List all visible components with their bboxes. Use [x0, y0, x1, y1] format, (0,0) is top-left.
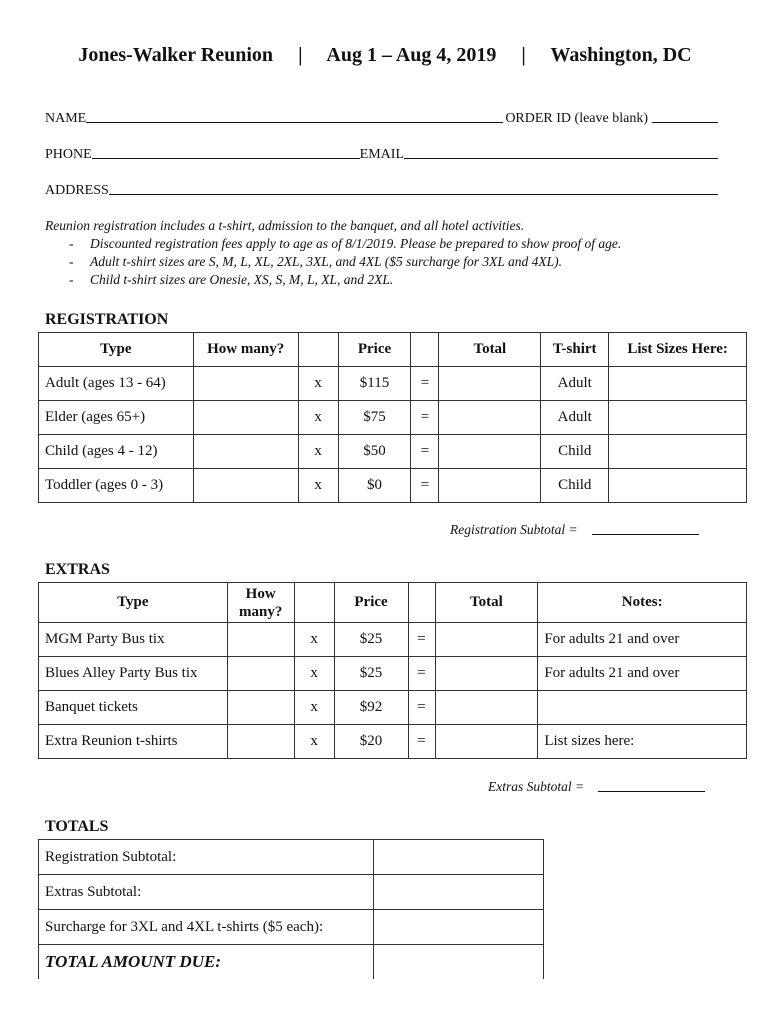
times-sign: x: [298, 469, 338, 503]
equals-sign: =: [411, 469, 439, 503]
quantity-cell[interactable]: [193, 367, 298, 401]
totals-table: [38, 839, 544, 979]
table-row: [39, 691, 747, 725]
row-price: $20: [334, 725, 408, 759]
col-spacer: [298, 333, 338, 367]
name-label: NAME: [45, 111, 87, 126]
times-sign: x: [298, 367, 338, 401]
totals-value-cell[interactable]: [374, 910, 544, 945]
email-label: EMAIL: [359, 147, 404, 162]
col-total: Total: [439, 333, 541, 367]
sizes-cell[interactable]: [609, 401, 747, 435]
total-cell[interactable]: [439, 469, 541, 503]
col-tshirt: T-shirt: [541, 333, 609, 367]
event-location: Washington, DC: [550, 44, 692, 66]
row-type: Toddler (ages 0 - 3): [39, 469, 194, 503]
times-sign: x: [294, 691, 334, 725]
row-price: $92: [334, 691, 408, 725]
equals-sign: =: [408, 691, 435, 725]
times-sign: x: [294, 657, 334, 691]
times-sign: x: [298, 435, 338, 469]
quantity-cell[interactable]: [227, 691, 294, 725]
phone-email-line: [45, 141, 718, 163]
col-total: Total: [435, 583, 538, 623]
totals-label: Extras Subtotal:: [39, 875, 374, 910]
total-cell[interactable]: [435, 725, 538, 759]
header-separator-2: |: [521, 44, 526, 66]
row-shirt: Adult: [541, 367, 609, 401]
col-how-many: How many?: [193, 333, 298, 367]
quantity-cell[interactable]: [193, 435, 298, 469]
row-notes[interactable]: [538, 691, 747, 725]
total-cell[interactable]: [435, 623, 538, 657]
row-shirt: Child: [541, 469, 609, 503]
row-price: $75: [338, 401, 411, 435]
phone-label: PHONE: [45, 147, 92, 162]
note-item: - Adult t-shirt sizes are S, M, L, XL, 2XL, 3XL, and 4XL ($5 surcharge for 3XL and 4XL).: [45, 253, 735, 271]
registration-subtotal-label: Registration Subtotal =: [450, 522, 578, 537]
registration-notes: [45, 217, 735, 289]
equals-sign: =: [411, 435, 439, 469]
table-row: [39, 367, 747, 401]
table-row: [39, 725, 747, 759]
registration-subtotal: [450, 522, 699, 538]
total-due-cell[interactable]: [374, 945, 544, 980]
total-cell[interactable]: [439, 367, 541, 401]
phone-field[interactable]: [92, 158, 360, 159]
extras-subtotal-label: Extras Subtotal =: [488, 779, 585, 794]
row-price: $50: [338, 435, 411, 469]
quantity-cell[interactable]: [193, 401, 298, 435]
col-spacer: [408, 583, 435, 623]
row-type: MGM Party Bus tix: [39, 623, 228, 657]
extras-table: [38, 582, 747, 759]
extras-heading: EXTRAS: [45, 561, 110, 578]
col-price: Price: [338, 333, 411, 367]
row-notes: For adults 21 and over: [538, 657, 747, 691]
row-price: $25: [334, 623, 408, 657]
quantity-cell[interactable]: [193, 469, 298, 503]
equals-sign: =: [408, 657, 435, 691]
equals-sign: =: [408, 623, 435, 657]
sizes-cell[interactable]: [609, 435, 747, 469]
address-label: ADDRESS: [45, 183, 109, 198]
notes-list: [45, 235, 735, 289]
col-spacer: [411, 333, 439, 367]
totals-heading: TOTALS: [45, 818, 109, 835]
quantity-cell[interactable]: [227, 623, 294, 657]
equals-sign: =: [411, 367, 439, 401]
table-header-row: [39, 583, 747, 623]
table-row: [39, 401, 747, 435]
table-header-row: [39, 333, 747, 367]
event-title: Jones-Walker Reunion: [78, 44, 274, 66]
table-row: [39, 910, 544, 945]
equals-sign: =: [411, 401, 439, 435]
row-shirt: Child: [541, 435, 609, 469]
total-cell[interactable]: [439, 435, 541, 469]
table-row: [39, 469, 747, 503]
total-cell[interactable]: [435, 691, 538, 725]
totals-value-cell[interactable]: [374, 840, 544, 875]
registration-subtotal-field[interactable]: [592, 534, 699, 535]
totals-label: Registration Subtotal:: [39, 840, 374, 875]
total-cell[interactable]: [439, 401, 541, 435]
totals-value-cell[interactable]: [374, 875, 544, 910]
row-price: $115: [338, 367, 411, 401]
col-type: Type: [39, 333, 194, 367]
table-row: [39, 945, 544, 980]
sizes-cell[interactable]: [609, 469, 747, 503]
order-id-field[interactable]: [652, 122, 718, 123]
times-sign: x: [298, 401, 338, 435]
table-row: [39, 840, 544, 875]
table-row: [39, 657, 747, 691]
col-sizes: List Sizes Here:: [609, 333, 747, 367]
registration-table: [38, 332, 747, 503]
note-item: - Discounted registration fees apply to age as of 8/1/2019. Please be prepared to show proof of age.: [45, 235, 735, 253]
row-type: Banquet tickets: [39, 691, 228, 725]
row-type: Child (ages 4 - 12): [39, 435, 194, 469]
table-row: [39, 875, 544, 910]
row-type: Extra Reunion t-shirts: [39, 725, 228, 759]
times-sign: x: [294, 623, 334, 657]
table-row: [39, 435, 747, 469]
row-shirt: Adult: [541, 401, 609, 435]
extras-subtotal-field[interactable]: [598, 791, 705, 792]
row-price: $25: [334, 657, 408, 691]
intro-text: Reunion registration includes a t-shirt, admission to the banquet, and all hotel activities.: [45, 218, 525, 233]
row-notes: For adults 21 and over: [538, 623, 747, 657]
form-header: [0, 44, 770, 67]
total-cell[interactable]: [435, 657, 538, 691]
col-price: Price: [334, 583, 408, 623]
col-how-many: How many?: [227, 583, 294, 623]
registration-heading: REGISTRATION: [45, 311, 169, 328]
row-notes: List sizes here:: [538, 725, 747, 759]
email-field[interactable]: [404, 158, 718, 159]
name-order-line: [45, 105, 718, 127]
note-item: - Child t-shirt sizes are Onesie, XS, S, M, L, XL, and 2XL.: [45, 271, 735, 289]
col-notes: Notes:: [538, 583, 747, 623]
times-sign: x: [294, 725, 334, 759]
extras-subtotal: [488, 779, 705, 795]
col-spacer: [294, 583, 334, 623]
row-type: Adult (ages 13 - 64): [39, 367, 194, 401]
event-dates: Aug 1 – Aug 4, 2019: [326, 44, 497, 66]
header-separator: |: [298, 44, 303, 66]
address-line: [45, 177, 718, 199]
quantity-cell[interactable]: [227, 657, 294, 691]
row-type: Blues Alley Party Bus tix: [39, 657, 228, 691]
sizes-cell[interactable]: [609, 367, 747, 401]
col-type: Type: [39, 583, 228, 623]
order-id-label: ORDER ID (leave blank): [505, 111, 648, 126]
name-field[interactable]: [86, 122, 503, 123]
total-due-label: TOTAL AMOUNT DUE:: [39, 945, 374, 980]
row-price: $0: [338, 469, 411, 503]
row-type: Elder (ages 65+): [39, 401, 194, 435]
table-row: [39, 623, 747, 657]
totals-label: Surcharge for 3XL and 4XL t-shirts ($5 each):: [39, 910, 374, 945]
quantity-cell[interactable]: [227, 725, 294, 759]
equals-sign: =: [408, 725, 435, 759]
address-field[interactable]: [109, 194, 718, 195]
